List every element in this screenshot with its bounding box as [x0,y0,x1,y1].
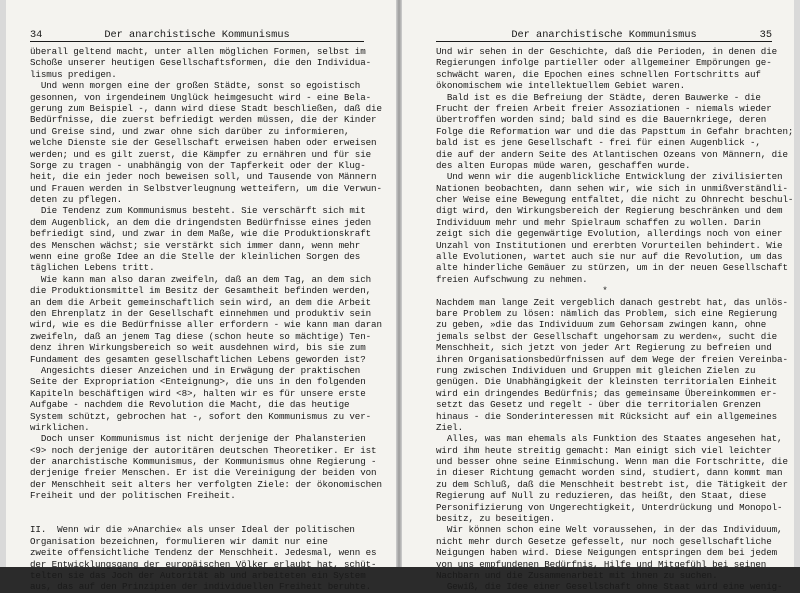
text-line: der Menschheit seit alters her verfolgten Ziele: der ökonomischen [30,478,382,490]
text-line: gerung zum Beispiel -, dann wird diese Stadt beschließen, daß die [30,102,382,114]
text-line: deten zu pflegen. [30,194,123,206]
left-running-head [30,28,364,42]
text-line: <9> noch derjenige der autoritären deutschen Theoretiker. Er ist [30,444,377,456]
text-line: von uns empfundenen Bedürfnis, Hilfe und Mitgefühl bei seinen [436,558,767,570]
text-line: Nationen beobachten, dann sehen wir, wie sich in unmißverständli- [436,182,788,194]
text-line [30,513,366,524]
text-line: Gewiß, die Idee einer Gesellschaft ohne Staat wird eine wenig- [436,581,783,593]
text-line: zweite offensichtliche Tendenz der Menschheit. Jedesmal, wenn es [30,547,377,559]
text-line: Individuum mehr und mehr Spielraum schaffen zu wollen. Darin [436,216,761,228]
right-running-head [436,28,772,42]
text-line: an dem die Arbeit gemeinschaftlich sein wird, an dem die Arbeit [30,296,372,308]
text-line: wird, wie es die Bedürfnisse aller erfordern - wie kann man daran [30,319,382,331]
text-line: der anarchistische Kommunismus, der Kommunismus ohne Regierung - [30,456,377,468]
text-line: die auf der andern Seite des Atlantischen Ozeans von Männern, die [436,148,788,160]
text-line: Seite der Expropriation <Enteignung>, die uns in den folgenden [30,376,366,388]
text-line: Folge die Reformation war und die das Papsttum in Gefahr brachten; [436,125,794,137]
text-line: Und wir sehen in der Geschichte, daß die Perioden, in denen die [436,46,778,57]
text-line: Bald ist es die Befreiung der Städte, deren Bauwerke - die [436,91,761,103]
text-line: Regierungen infolge partieller oder allgemeiner Empörungen ge- [436,57,772,69]
right-header-rule [436,41,772,42]
text-line: des alten Europas müde waren, geschaffen wurde. [436,159,691,171]
text-line: heit, die ein jeder noch beweisen soll, und Tausende von Männern [30,171,377,183]
text-line: wirklichen. [30,421,90,433]
text-line: lismus predigen. [30,68,117,80]
text-line: jemals selbst der Gesellschaft ungehorsam zu werden«, sucht die [436,330,778,342]
text-line: Die Tendenz zum Kommunismus besteht. Sie verschärft sich mit [30,205,366,217]
text-line: wird ihm heute streitig gemacht: Man einigt sich viel leichter [436,444,772,456]
text-line: alle Evolutionen, wartet auch sie nur auf die Revolution, um das [436,251,783,263]
right-page [402,0,794,593]
text-line: Regierung auf Null zu reduzieren, das heißt, den Staat, diese [436,490,767,502]
text-line: freien Aufschwung zu nehmen. [436,273,588,285]
text-line [30,502,366,513]
text-line: System schützt, gebrochen hat -, sofort den Kommunismus zu ver- [30,410,372,422]
text-line: befriedigt sind, und zwar in dem Maße, wie die Produktionskraft [30,228,372,240]
text-line: II. Wenn wir die »Anarchie« als unser Ideal der politischen [30,524,355,536]
text-line: Nachdem man lange Zeit vergeblich danach gestrebt hat, das unlös- [436,296,788,308]
text-line: übertroffen worden sind; bald sind es die Bauernkriege, deren [436,114,767,126]
right-running-head-title: Der anarchistische Kommunismus [511,29,697,41]
text-line: Neigungen haben wird. Diese Neigungen entspringen dem bei jedem [436,547,778,559]
text-line: alte hinderliche Gemäuer zu stürzen, um in der neuen Gesellschaft [436,262,788,274]
text-line: zeigt sich die gegenwärtige Evolution, allerdings noch von einer [436,228,783,240]
text-line: der Entwicklungsgang der europäischen Völker erlaubt hat, schüt- [30,558,377,570]
text-line: und besser ohne seine Einmischung. Wenn man die Fortschritte, die [436,456,788,468]
text-line: ökonomischem wie intellektuellem Gebiet waren. [436,80,686,92]
text-line: Personifizierung von Ungerechtigkeit, Unterdrückung und Monopol- [436,501,783,513]
text-line: Doch unser Kommunismus ist nicht derjenige der Phalansterien [30,433,366,445]
text-line: Freiheit und der politischen Freiheit. [30,490,236,502]
text-line: * [602,285,608,297]
left-running-head-title: Der anarchistische Kommunismus [104,29,290,41]
text-line: bald ist es jene Gesellschaft - frei für einen Augenblick -, [436,137,761,149]
text-line: bare Problem zu lösen: nämlich das Problem, sich eine Regierung [436,307,778,319]
text-line: Wir können schon eine Welt voraussehen, in der das Individuum, [436,524,783,536]
text-line: und Frauen werden in Selbstverleugnung wetteifern, um die Verwun- [30,182,382,194]
text-line: setzt das Gesetz und regelt - über die territorialen Grenzen [436,399,761,411]
text-line: wird ein dringendes Bedürfnis; das gemeinsame Übereinkommen er- [436,387,778,399]
text-line: Menschheit, sich jetzt von jeder Art Regierung zu befreien und [436,342,772,354]
text-line: in dieser Richtung gemacht worden sind, studiert, dann kommt man [436,467,783,479]
text-line: Sorge zu tragen - unabhängig von der Tapferkeit oder der Klug- [30,159,366,171]
text-line: Aufgabe - nachdem die Revolution die Macht, die das heutige [30,399,350,411]
text-line: Und wenn morgen eine der großen Städte, sonst so egoistisch [30,80,361,92]
right-text-block [436,46,794,593]
text-line: denz ihren Wirkungsbereich so weit ausdehnen wird, bis sie zum [30,342,366,354]
text-line: digt wird, den Wirkungsbereich der Regierung beschränken und dem [436,205,783,217]
text-line: des Menschen wächst; sie verstärkt sich immer dann, wenn mehr [30,239,361,251]
left-text-block [30,46,382,593]
text-line: zu geben, »die das Individuum zum Gehorsam zwingen kann, ohne [436,319,767,331]
text-line: cher Weise eine Bewegung entfaltet, die nicht zu Ohnrecht beschul- [436,194,794,206]
text-line: dem Augenblick, an dem die dringendsten Bedürfnisse eines jeden [30,216,372,228]
text-line: täglichen Lebens tritt. [30,262,155,274]
text-line: Alles, was man ehemals als Funktion des Staates angesehen hat, [436,433,783,445]
text-line: schwächt waren, die Epochen eines schnellen Fortschritts auf [436,68,761,80]
text-line: Und wenn wir die augenblickliche Entwicklung der zivilisierten [436,171,783,183]
text-line: rung zwischen Individuen und Gruppen mit gleichen Zielen zu [436,364,756,376]
text-line: wenn eine große Idee an die Stelle der kleinlichen Sorgen des [30,251,361,263]
text-line: nicht mehr durch Gesetze gefesselt, nur noch gesellschaftliche [436,535,772,547]
text-line: aus, das auf den Prinzipien der individuellen Freiheit beruhte. [30,581,372,593]
text-line: den Ehrenplatz in der Gesellschaft einnehmen und produktiv sein [30,307,372,319]
text-line: Bedürfnisse, die zuerst befriedigt werden müssen, die der Kinder [30,114,377,126]
text-line: Nachbarn und die Zusammenarbeit mit ihnen zu suchen. [436,569,718,581]
text-line: Angesichts dieser Anzeichen und in Erwägung der praktischen [30,364,361,376]
text-line: überall geltend macht, unter allen möglichen Formen, selbst im [30,46,366,57]
text-line: Kapiteln beschäftigen wird <8>, halten wir es für unsere erste [30,387,366,399]
text-line: zweifeln, daß an jenem Tag diese (schon heute so mächtige) Ten- [30,330,372,342]
text-line: welche Dienste sie der Gesellschaft erweisen haben oder erweisen [30,137,377,149]
text-line: telten sie das Joch der Autorität ab und arbeiteten ein System [30,569,366,581]
text-line: Frucht der freien Arbeit freier Assoziationen - niemals wieder [436,102,772,114]
text-line: Wie kann man also daran zweifeln, daß an dem Tag, an dem sich [30,273,372,285]
left-header-rule [30,41,364,42]
text-line: ihren Organisationsbedürfnissen auf dem Wege der freien Vereinba- [436,353,788,365]
text-line: zu dem Schluß, daß die Menschheit bestrebt ist, die Tätigkeit der [436,478,788,490]
text-line: Fundament des gesamten gesellschaftlichen Lebens geworden ist? [30,353,366,365]
left-page-number: 34 [30,29,43,41]
text-line: die Produktionsmittel im Besitz der Gesamtheit befinden werden, [30,285,372,297]
left-page [6,0,396,593]
text-line: Unzahl von Institutionen und ererbten Vorurteilen behindert. Wie [436,239,783,251]
text-line: Schoße unserer heutigen Gesellschaftsformen, die den Individua- [30,57,372,69]
text-line: hinaus - die Sonderinteressen mit Rücksicht auf ein allgemeines [436,410,778,422]
right-page-number: 35 [759,29,772,41]
text-line: derjenige freier Menschen. Er ist die Vereinigung der beiden von [30,467,377,479]
text-line: besitz, zu beseitigen. [436,513,556,525]
text-line: Organisation bezeichnen, formulieren wir damit nur eine [30,535,328,547]
text-line: genügen. Die Unabhängigkeit der kleinsten territorialen Einheit [436,376,778,388]
text-line: gesonnen, von irgendeinem Unglück heimgesucht wird - eine Bela- [30,91,372,103]
text-line: Ziel. [436,421,464,433]
text-line: und Greise sind, und zwar ohne sich darüber zu informieren, [30,125,350,137]
text-line: werden; und es gilt zuerst, die Kämpfer zu ernähren und für sie [30,148,372,160]
